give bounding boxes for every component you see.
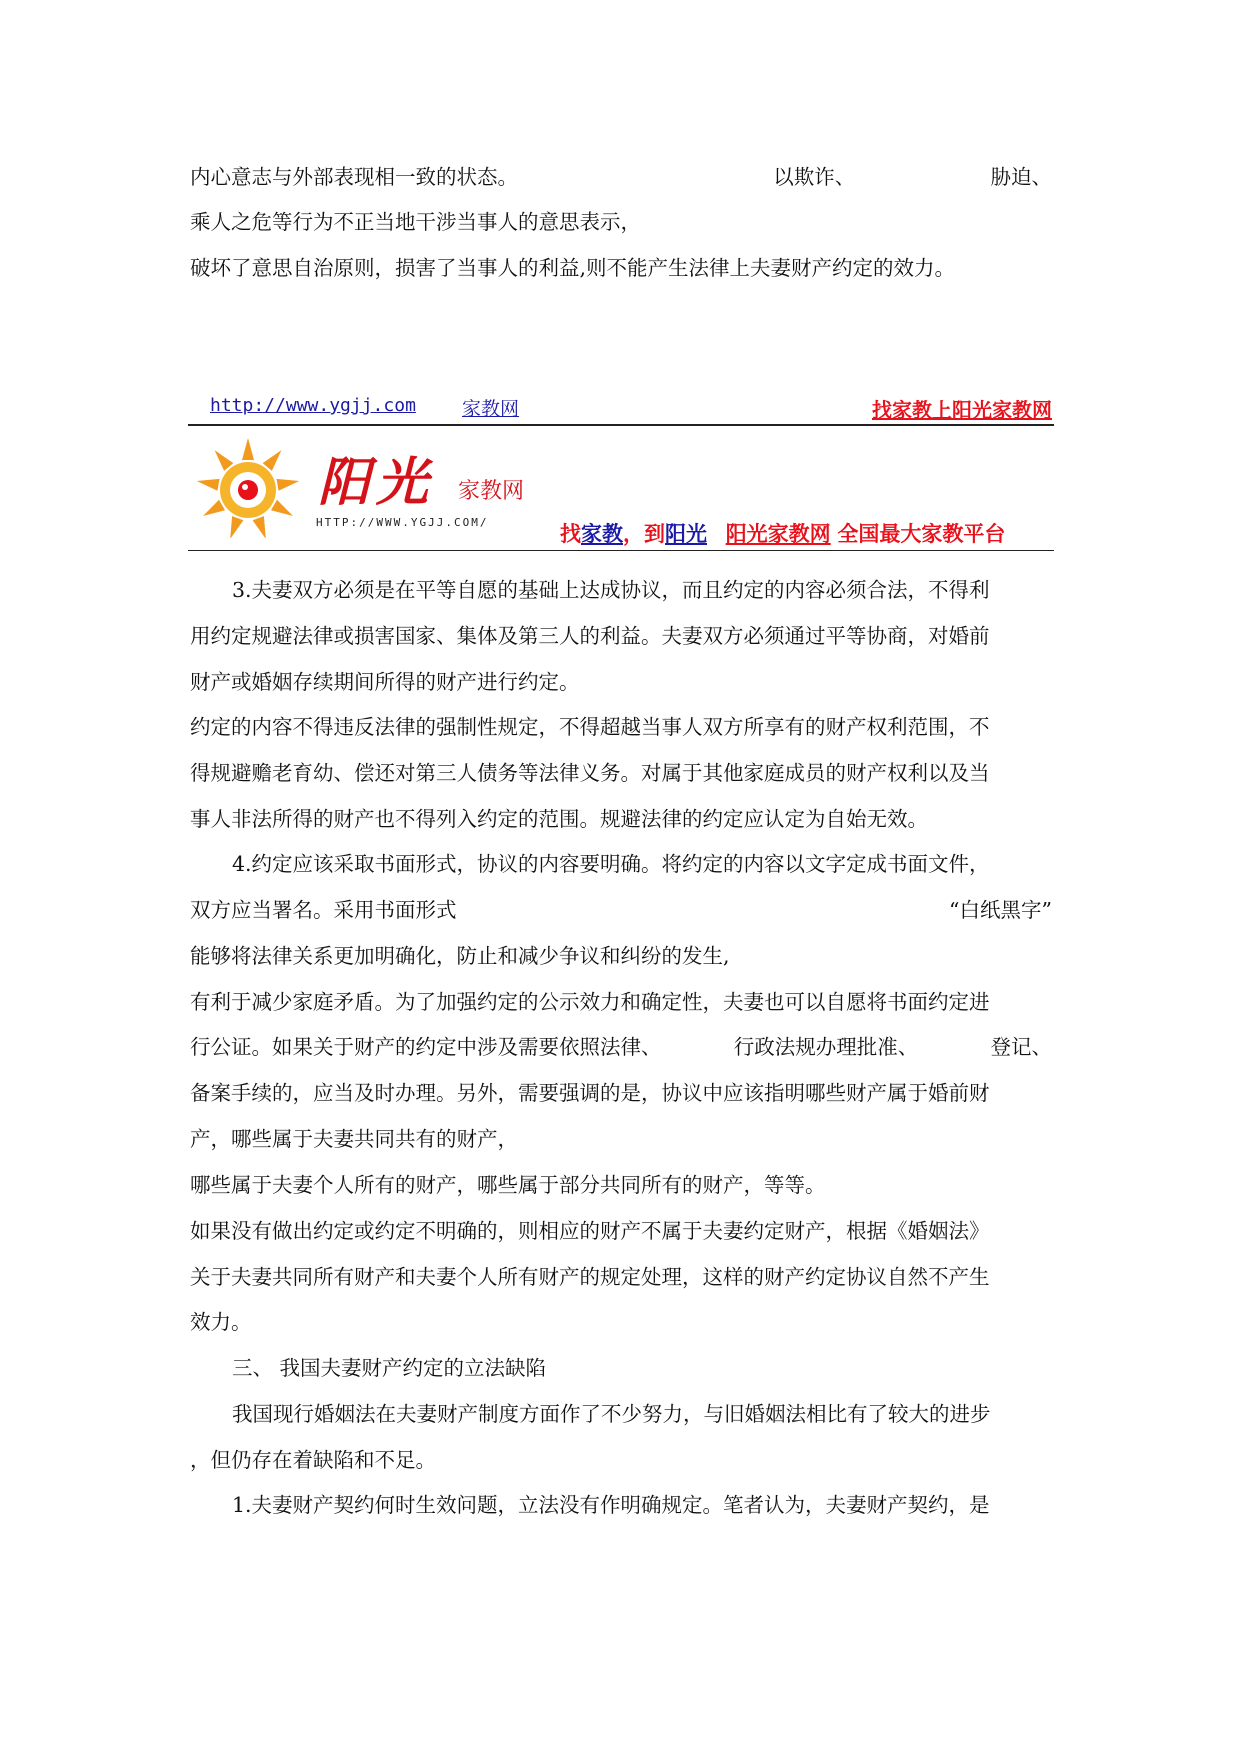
text-line: 有利于减少家庭矛盾。为了加强约定的公示效力和确定性，夫妻也可以自愿将书面约定进 xyxy=(190,990,990,1014)
text-line: 4.约定应该采取书面形式，协议的内容要明确。将约定的内容以文字定成书面文件， xyxy=(232,852,990,876)
sun-logo-icon xyxy=(196,438,316,538)
text-segment: 以欺诈、 xyxy=(773,165,856,189)
ad-logo xyxy=(196,438,566,538)
logo-subtitle: 家教网 xyxy=(458,479,525,504)
ad-slogan-link[interactable]: 找家教上阳光家教网 xyxy=(872,398,1052,422)
text-line: ，但仍存在着缺陷和不足。 xyxy=(190,1448,436,1472)
text-line: 3.夫妻双方必须是在平等自愿的基础上达成协议，而且约定的内容必须合法，不得利 xyxy=(232,578,990,602)
tagline-yangguang-link[interactable]: 阳光 xyxy=(665,521,707,546)
ad-divider-top xyxy=(188,424,1054,426)
ad-tagline xyxy=(560,518,1005,548)
text-line: 事人非法所得的财产也不得列入约定的范围。规避法律的约定应认定为自始无效。 xyxy=(190,807,928,831)
text-segment: 行公证。如果关于财产的约定中涉及需要依照法律、 xyxy=(190,1035,662,1059)
text-segment: 胁迫、 xyxy=(990,165,1052,189)
ad-header xyxy=(190,392,1052,422)
text-line xyxy=(190,895,1052,925)
text-line: 用约定规避法律或损害国家、集体及第三人的利益。夫妻双方必须通过平等协商，对婚前 xyxy=(190,624,990,648)
text-line xyxy=(190,1032,1052,1062)
text-line: 哪些属于夫妻个人所有的财产，哪些属于部分共同所有的财产，等等。 xyxy=(190,1173,826,1197)
tagline-text: ，到 xyxy=(623,521,665,546)
tagline-jiajiao-link[interactable]: 家教 xyxy=(581,521,623,546)
text-line: 破坏了意思自治原则，损害了当事人的利益,则不能产生法律上夫妻财产约定的效力。 xyxy=(190,256,956,280)
ad-url-link[interactable]: http://www.ygjj.com xyxy=(210,395,416,416)
text-line: 我国现行婚姻法在夫妻财产制度方面作了不少努力，与旧婚姻法相比有了较大的进步 xyxy=(232,1402,991,1426)
text-segment: 双方应当署名。采用书面形式 xyxy=(190,898,457,922)
ad-sitename-link[interactable]: 家教网 xyxy=(462,398,520,420)
text-line: 财产或婚姻存续期间所得的财产进行约定。 xyxy=(190,670,580,694)
text-segment: 登记、 xyxy=(990,1035,1052,1059)
logo-url: HTTP://WWW.YGJJ.COM/ xyxy=(316,516,489,529)
section-heading: 三、 我国夫妻财产约定的立法缺陷 xyxy=(232,1356,547,1380)
text-line: 备案手续的，应当及时办理。另外，需要强调的是，协议中应该指明哪些财产属于婚前财 xyxy=(190,1081,990,1105)
ad-divider-bottom xyxy=(188,550,1054,551)
text-line: 约定的内容不得违反法律的强制性规定，不得超越当事人双方所享有的财产权利范围，不 xyxy=(190,715,990,739)
text-segment: “白纸黑字” xyxy=(949,898,1052,922)
text-line: 产，哪些属于夫妻共同共有的财产， xyxy=(190,1127,518,1151)
text-line: 1.夫妻财产契约何时生效问题，立法没有作明确规定。笔者认为，夫妻财产契约，是 xyxy=(232,1493,990,1517)
tagline-sitename-link[interactable]: 阳光家教网 xyxy=(725,521,831,546)
tagline-text: 找 xyxy=(560,521,581,546)
text-line: 关于夫妻共同所有财产和夫妻个人所有财产的规定处理，这样的财产约定协议自然不产生 xyxy=(190,1265,990,1289)
text-line: 乘人之危等行为不正当地干涉当事人的意思表示， xyxy=(190,210,641,234)
logo-title: 阳光 xyxy=(318,452,435,513)
text-line: 如果没有做出约定或约定不明确的，则相应的财产不属于夫妻约定财产，根据《婚姻法》 xyxy=(190,1219,990,1243)
text-line xyxy=(190,162,1052,192)
text-line: 效力。 xyxy=(190,1310,252,1334)
tagline-text: 全国最大家教平台 xyxy=(837,521,1006,546)
text-segment: 内心意志与外部表现相一致的状态。 xyxy=(190,165,518,189)
text-line: 得规避赡老育幼、偿还对第三人债务等法律义务。对属于其他家庭成员的财产权利以及当 xyxy=(190,761,990,785)
text-line: 能够将法律关系更加明确化，防止和减少争议和纠纷的发生, xyxy=(190,944,730,968)
text-segment: 行政法规办理批准、 xyxy=(733,1035,919,1059)
